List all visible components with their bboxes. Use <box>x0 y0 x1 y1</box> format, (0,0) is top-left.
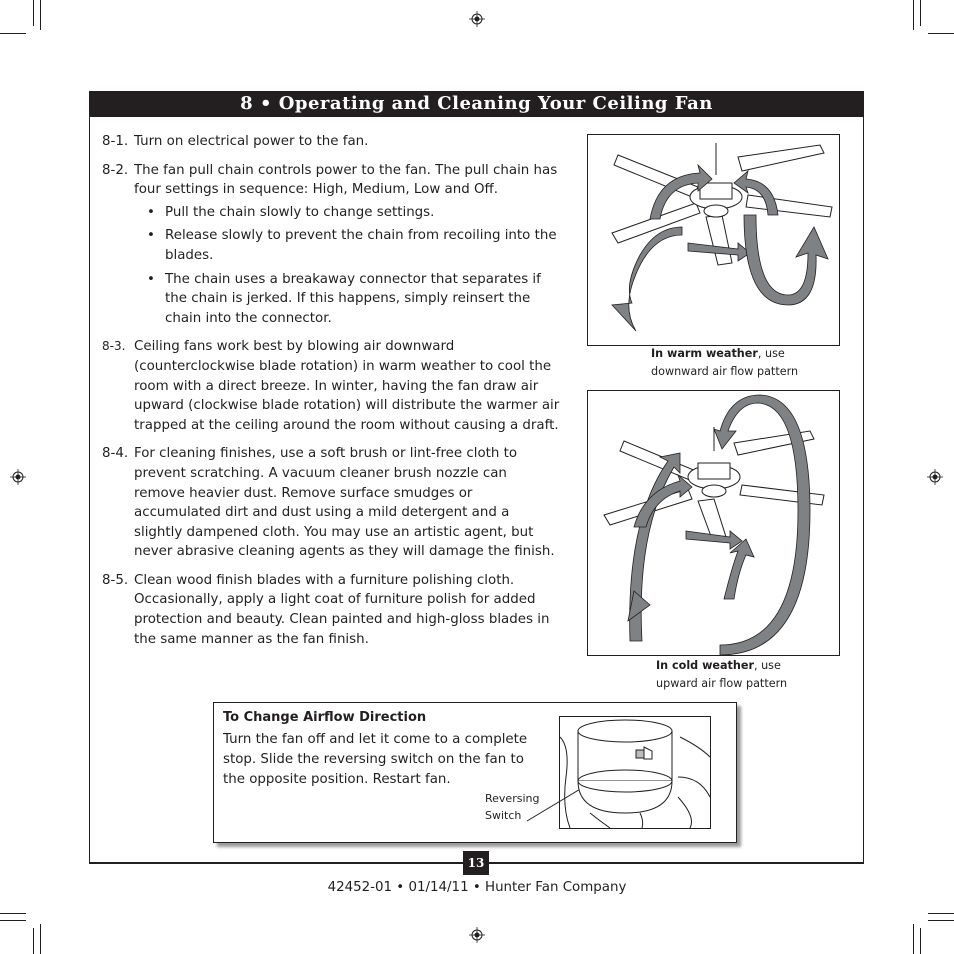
instruction-list <box>102 132 560 658</box>
airflow-direction-callout <box>213 702 737 843</box>
section-header <box>89 91 864 117</box>
step-text: The fan pull chain controls power to the fan. The pull chain has four settings in sequence: High, Medium, Low and Off. <box>134 162 558 198</box>
step-8-4 <box>102 444 560 562</box>
bullet-list <box>134 203 560 329</box>
page-number: 13 <box>463 851 489 875</box>
step-text: Ceiling fans work best by blowing air downward (counterclockwise blade rotation) in warm weather to cool the room with a direct breeze. In winter, having the fan draw air upward (clockwise blade rotation) will distribute the warmer air trapped at the ceiling around the room without causing a draft. <box>134 339 560 433</box>
crop-mark <box>920 928 921 954</box>
callout-title: To Change Airflow Direction <box>223 710 427 725</box>
label-line: Switch <box>485 809 522 822</box>
crop-mark <box>40 0 41 30</box>
registration-mark-icon <box>469 11 485 27</box>
step-number: 8-2. <box>102 162 129 178</box>
crop-mark <box>0 913 26 914</box>
warm-weather-figure <box>587 134 840 346</box>
step-8-2 <box>102 161 560 329</box>
step-8-3 <box>102 337 560 435</box>
warm-weather-caption <box>651 345 821 380</box>
page-title: 8 • Operating and Cleaning Your Ceiling Fan <box>240 93 713 114</box>
crop-mark <box>33 928 34 954</box>
cold-weather-caption <box>656 657 826 692</box>
callout-body: Turn the fan off and let it come to a complete stop. Slide the reversing switch on the fan to the opposite position. Restart fan. <box>223 732 528 787</box>
caption-bold: In cold weather <box>656 659 754 672</box>
fan-upward-airflow-illustration <box>588 391 839 655</box>
cold-weather-figure <box>587 390 840 656</box>
fan-downward-airflow-illustration <box>588 135 839 345</box>
bullet-item: • The chain uses a breakaway connector that separates if the chain is jerked. If this happens, simply reinsert the chain into the connector. <box>134 270 560 329</box>
step-number: 8-1. <box>102 134 129 149</box>
step-text: For cleaning finishes, use a soft brush or lint-free cloth to prevent scratching. A vacuum cleaner brush nozzle can remove heavier dust. Remove surface smudges or accumulated dirt and dust using a mild detergent and a slightly dampened cloth. You may use an artistic agent, but never abrasive cleaning agents as they will damage the finish. <box>134 446 555 560</box>
document-footer: 42452-01 • 01/14/11 • Hunter Fan Company <box>327 880 627 895</box>
label-line: Reversing <box>485 792 540 805</box>
crop-mark <box>0 33 26 34</box>
caption-text: , use downward air flow pattern <box>651 347 799 378</box>
crop-mark <box>40 924 41 954</box>
motor-housing-illustration <box>560 717 710 828</box>
crop-mark <box>33 0 34 26</box>
step-number: 8-5. <box>102 572 129 588</box>
step-8-5 <box>102 571 560 649</box>
crop-mark <box>0 920 26 921</box>
caption-bold: In warm weather <box>651 347 758 360</box>
crop-mark <box>920 0 921 26</box>
bullet-item: • Release slowly to prevent the chain from recoiling into the blades. <box>134 226 560 265</box>
registration-mark-icon <box>469 927 485 943</box>
caption-text: , use upward air flow pattern <box>656 659 788 690</box>
step-text: Turn on electrical power to the fan. <box>134 134 369 149</box>
crop-mark <box>913 924 914 954</box>
crop-mark <box>928 33 954 34</box>
reversing-switch-figure <box>559 716 711 829</box>
step-8-1 <box>102 132 560 152</box>
step-number: 8-3. <box>102 339 126 354</box>
bullet-item: • Pull the chain slowly to change settings. <box>134 203 560 223</box>
crop-mark <box>928 913 954 914</box>
crop-mark <box>913 0 914 30</box>
registration-mark-icon <box>927 469 943 485</box>
registration-mark-icon <box>10 469 26 485</box>
step-number: 8-4. <box>102 446 129 462</box>
step-text: Clean wood finish blades with a furniture polishing cloth. Occasionally, apply a light coat of furniture polish for added protection and beauty. Clean painted and high-gloss blades in the same manner as the fan finish. <box>134 572 550 647</box>
crop-mark <box>928 920 954 921</box>
